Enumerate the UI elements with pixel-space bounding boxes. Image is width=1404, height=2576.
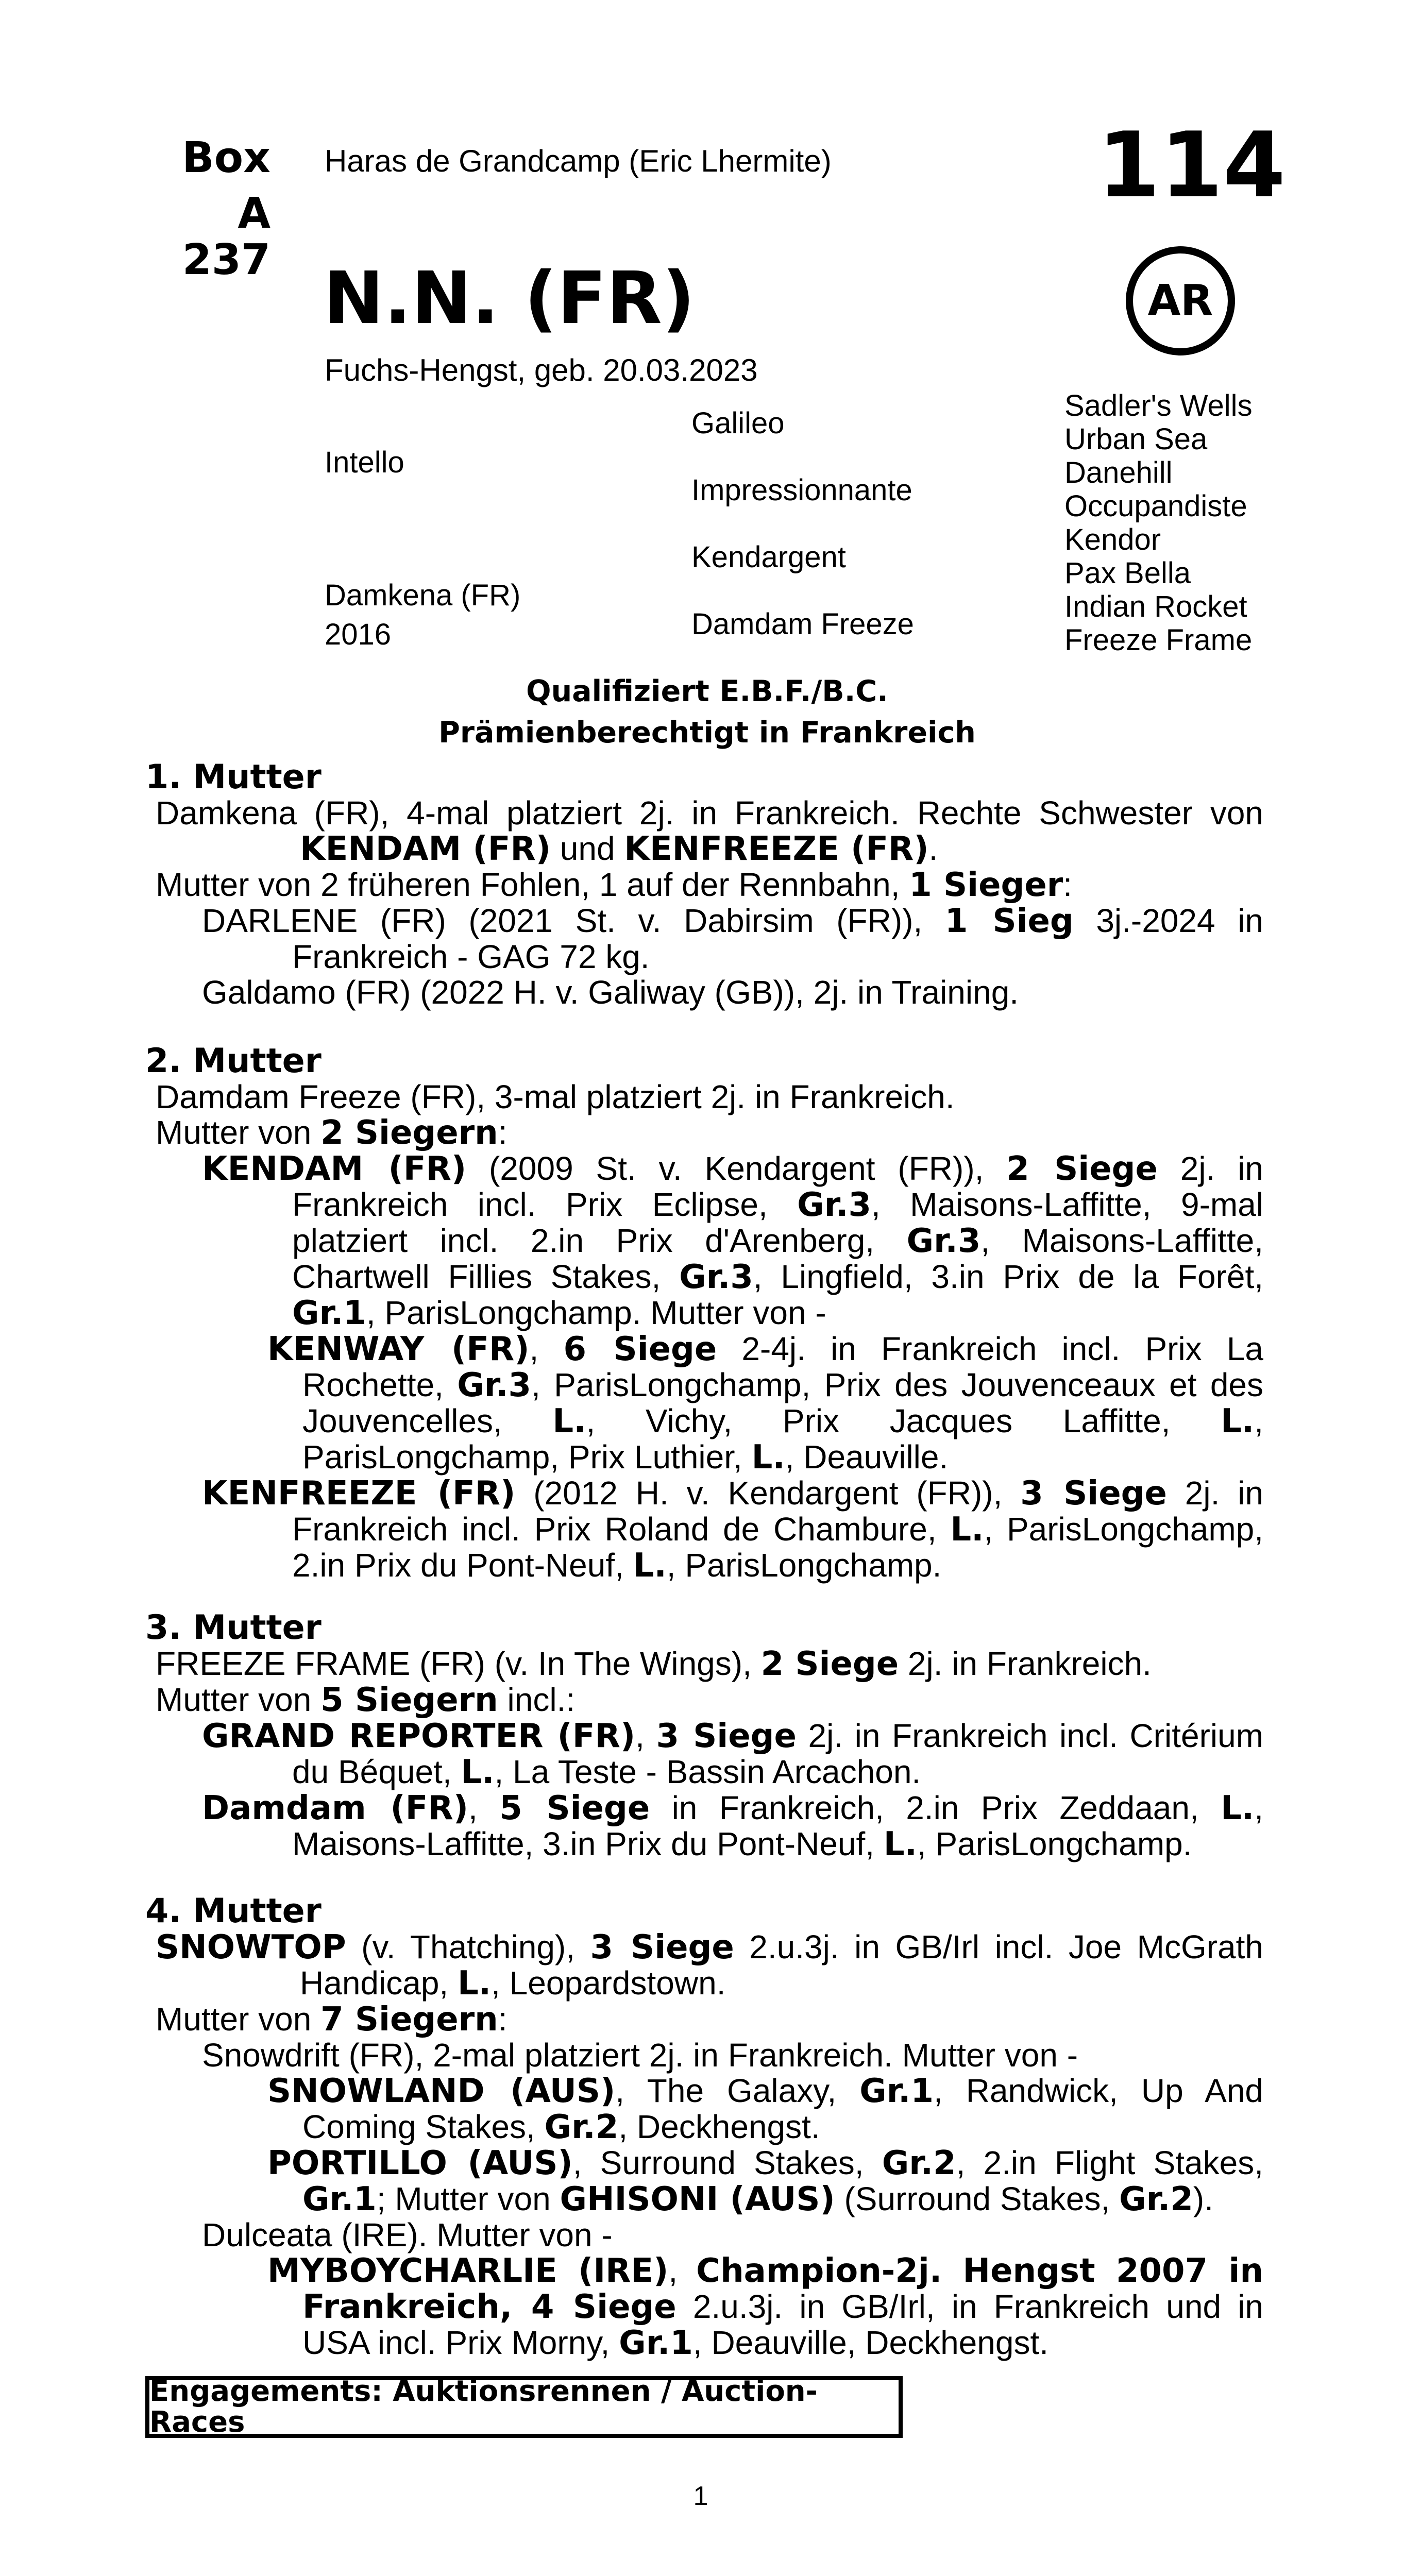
pedigree-gen3-4: Occupandiste — [1064, 489, 1247, 523]
pedigree-gen3-6: Pax Bella — [1064, 556, 1191, 590]
mother3-offspring-damdam: Damdam (FR), 5 Siege in Frankreich, 2.in Prix Zeddaan, L., Maisons-Laffitte, 3.in Prix du Pont-Neuf, L., ParisLongchamp. — [202, 1789, 1264, 1863]
mother2-description: Damdam Freeze (FR), 3-mal platziert 2j. in Frankreich. — [156, 1078, 955, 1115]
mother3-offspring-grand-reporter: GRAND REPORTER (FR), 3 Siege 2j. in Frankreich incl. Critérium du Béquet, L., La Teste - Bassin Arcachon. — [202, 1717, 1264, 1791]
engagements-box — [145, 2376, 903, 2438]
mother2-offspring-kenfreeze: KENFREEZE (FR) (2012 H. v. Kendargent (FR)), 3 Siege 2j. in Frankreich incl. Prix Roland de Chambure, L., ParisLongchamp, 2.in Prix du Pont-Neuf, L., ParisLongchamp. — [202, 1475, 1264, 1585]
pedigree-gen2-3: Kendargent — [691, 540, 846, 574]
pedigree-gen3-3: Danehill — [1064, 456, 1173, 489]
ar-badge — [1126, 246, 1235, 355]
section-title: 4. Mutter — [145, 1892, 322, 1930]
ar-badge-label: AR — [1147, 276, 1213, 325]
qualification-line-2: Prämienberechtigt in Frankreich — [438, 716, 976, 750]
engagements-label: Engagements: Auktionsrennen / Auction-Races — [149, 2375, 818, 2439]
pedigree-gen2-2: Impressionnante — [691, 473, 912, 507]
mother3-description: FREEZE FRAME (FR) (v. In The Wings), 2 Siege 2j. in Frankreich. — [156, 1645, 1152, 1683]
mother1-offspring-1: DARLENE (FR) (2021 St. v. Dabirsim (FR)), 1 Sieg 3j.-2024 in Frankreich - GAG 72 kg. — [202, 902, 1264, 975]
mother4-offspring-snowdrift: Snowdrift (FR), 2-mal platziert 2j. in Frankreich. Mutter von - — [202, 2037, 1078, 2074]
section-mother-1 — [145, 759, 1263, 1010]
horse-name: N.N. (FR) — [324, 257, 695, 341]
pedigree-gen3-1: Sadler's Wells — [1064, 389, 1253, 422]
section-mother-4 — [145, 1893, 1263, 2361]
mother4-offspring-summary: Mutter von 7 Siegern: — [156, 2001, 508, 2039]
mother4-offspring-snowland: SNOWLAND (AUS), The Galaxy, Gr.1, Randwick, Up And Coming Stakes, Gr.2, Deckhengst. — [267, 2072, 1264, 2146]
section-title: 2. Mutter — [145, 1042, 322, 1080]
section-mother-3 — [145, 1610, 1263, 1862]
mother2-offspring-kendam: KENDAM (FR) (2009 St. v. Kendargent (FR)), 2 Siege 2j. in Frankreich incl. Prix Eclipse, Gr.3, Maisons-Laffitte, 9-mal platziert incl. 2.in Prix d'Arenberg, Gr.3, Maisons-Laffitte, Chartwell Fillies Stakes, Gr.3, Lingfield, 3.in Prix de la Forêt, Gr.1, ParisLongchamp. Mutter von - — [202, 1150, 1264, 1332]
pedigree-gen3-5: Kendor — [1064, 523, 1161, 556]
mother3-offspring-summary: Mutter von 5 Siegern incl.: — [156, 1681, 576, 1719]
box-label: Box — [182, 133, 270, 182]
lot-number: 114 — [1097, 113, 1286, 218]
mother1-description: Damkena (FR), 4-mal platziert 2j. in Frankreich. Rechte Schwester von KENDAM (FR) und KENFREEZE (FR). — [156, 794, 1263, 868]
page-number: 1 — [693, 2481, 708, 2511]
qualification-eligibility — [325, 671, 1090, 753]
mother4-offspring-portillo: PORTILLO (AUS), Surround Stakes, Gr.2, 2.in Flight Stakes, Gr.1; Mutter von GHISONI (AUS) (Surround Stakes, Gr.2). — [267, 2144, 1264, 2218]
pedigree-gen2-4: Damdam Freeze — [691, 607, 914, 641]
mother2-offspring-summary: Mutter von 2 Siegern: — [156, 1114, 508, 1152]
section-title: 1. Mutter — [145, 758, 322, 796]
section-title: 3. Mutter — [145, 1608, 322, 1647]
mother4-offspring-myboycharlie: MYBOYCHARLIE (IRE), Champion-2j. Hengst 2007 in Frankreich, 4 Siege 2.u.3j. in GB/Irl, in Frankreich und in USA incl. Prix Morny, Gr.1, Deauville, Deckhengst. — [267, 2252, 1264, 2362]
pedigree-dam: Damkena (FR) — [325, 579, 521, 612]
mother2-offspring-kenway: KENWAY (FR), 6 Siege 2-4j. in Frankreich incl. Prix La Rochette, Gr.3, ParisLongchamp, Prix des Jouvenceaux et des Jouvencelles, L., Vichy, Prix Jacques Laffitte, L., ParisLongchamp, Prix Luthier, L., Deauville. — [267, 1330, 1264, 1477]
pedigree-gen3-7: Indian Rocket — [1064, 590, 1247, 623]
horse-description: Fuchs-Hengst, geb. 20.03.2023 — [325, 353, 758, 387]
mother4-offspring-dulceata: Dulceata (IRE). Mutter von - — [202, 2216, 613, 2253]
pedigree-dam-year: 2016 — [325, 618, 392, 651]
section-mother-2 — [145, 1043, 1263, 1584]
qualification-line-1: Qualifiziert E.B.F./B.C. — [526, 674, 888, 708]
pedigree-sire: Intello — [325, 446, 404, 479]
pedigree-gen3-2: Urban Sea — [1064, 422, 1208, 456]
mother1-offspring-2: Galdamo (FR) (2022 H. v. Galiway (GB)), 2j. in Training. — [202, 974, 1019, 1011]
mother4-description: SNOWTOP (v. Thatching), 3 Siege 2.u.3j. in GB/Irl incl. Joe McGrath Handicap, L., Leopardstown. — [156, 1928, 1264, 2003]
mother1-offspring-summary: Mutter von 2 früheren Fohlen, 1 auf der Rennbahn, 1 Sieger: — [156, 866, 1073, 904]
pedigree-gen2-1: Galileo — [691, 406, 785, 440]
breeder-owner: Haras de Grandcamp (Eric Lhermite) — [325, 144, 832, 178]
pedigree-gen3-8: Freeze Frame — [1064, 623, 1253, 657]
box-number: A 237 — [182, 189, 270, 284]
